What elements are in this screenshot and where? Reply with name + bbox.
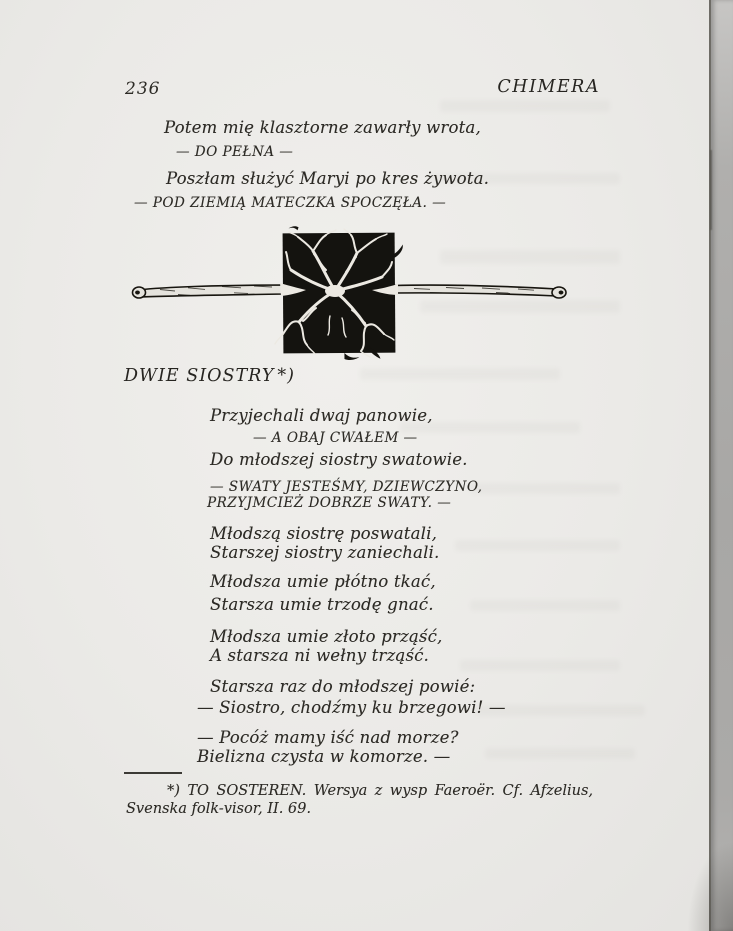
bleed-through-mark [455, 540, 620, 551]
bleed-through-mark [485, 748, 635, 759]
prelude-refrain-line: — POD ZIEMIĄ MATECZKA SPOCZĘŁA. — [134, 195, 447, 211]
poem-line: Starszej siostry zaniechali. [210, 543, 440, 562]
bleed-through-mark [470, 600, 620, 611]
poem-refrain-line: — A OBAJ CWAŁEM — [253, 430, 418, 446]
poem-line: — Siostro, chodźmy ku brzegowi! — [197, 698, 506, 717]
bleed-through-mark [460, 660, 620, 671]
poem-line: Młodszą siostrę poswatali, [210, 524, 438, 543]
poem-line: Młodsza umie złoto prząść, [210, 627, 443, 646]
poem-line: Młodsza umie płótno tkać, [210, 572, 436, 591]
prelude-verse-line: Poszłam służyć Maryi po kres żywota. [166, 169, 490, 188]
poem-title [124, 368, 295, 386]
poem-line: Starsza umie trzodę gnać. [210, 595, 434, 614]
corner-shade [687, 841, 733, 931]
poem-refrain-line: — SWATY JESTEŚMY, DZIEWCZYNO, [210, 479, 483, 495]
footnote-line: *) TO SOSTEREN. Wersya z wysp Faeroër. Cf. Afzelius, [167, 783, 593, 799]
journal-title: CHIMERA [497, 77, 600, 97]
poem-line: Do młodszej siostry swatowie. [210, 450, 468, 469]
twig-lichen-ornament [130, 226, 570, 360]
footnote-line: Svenska folk-visor, II. 69. [126, 801, 311, 817]
bleed-through-mark [470, 483, 620, 494]
poem-title-text: DWIE SIOSTRY [124, 366, 275, 386]
footnote-marker: *) [277, 366, 295, 386]
page-number: 236 [125, 79, 161, 99]
prelude-verse-line: Potem mię klasztorne zawarły wrota, [164, 118, 481, 137]
poem-refrain-line: PRZYJMCIEŻ DOBRZE SWATY. — [207, 495, 452, 511]
poem-line: Starsza raz do młodszej powié: [210, 677, 476, 696]
page-edge-streak [710, 150, 712, 230]
poem-line: Bielizna czysta w komorze. — [197, 747, 451, 766]
footnote-rule [124, 772, 182, 774]
prelude-refrain-line: — DO PEŁNA — [176, 144, 294, 160]
poem-line: A starsza ni wełny trząść. [210, 646, 430, 665]
poem-line: Przyjechali dwaj panowie, [210, 406, 433, 425]
page-edge-shadow [709, 0, 733, 931]
poem-line: — Pocóż mamy iść nad morze? [197, 728, 459, 747]
bleed-through-mark [440, 100, 610, 112]
bleed-through-mark [360, 368, 560, 380]
